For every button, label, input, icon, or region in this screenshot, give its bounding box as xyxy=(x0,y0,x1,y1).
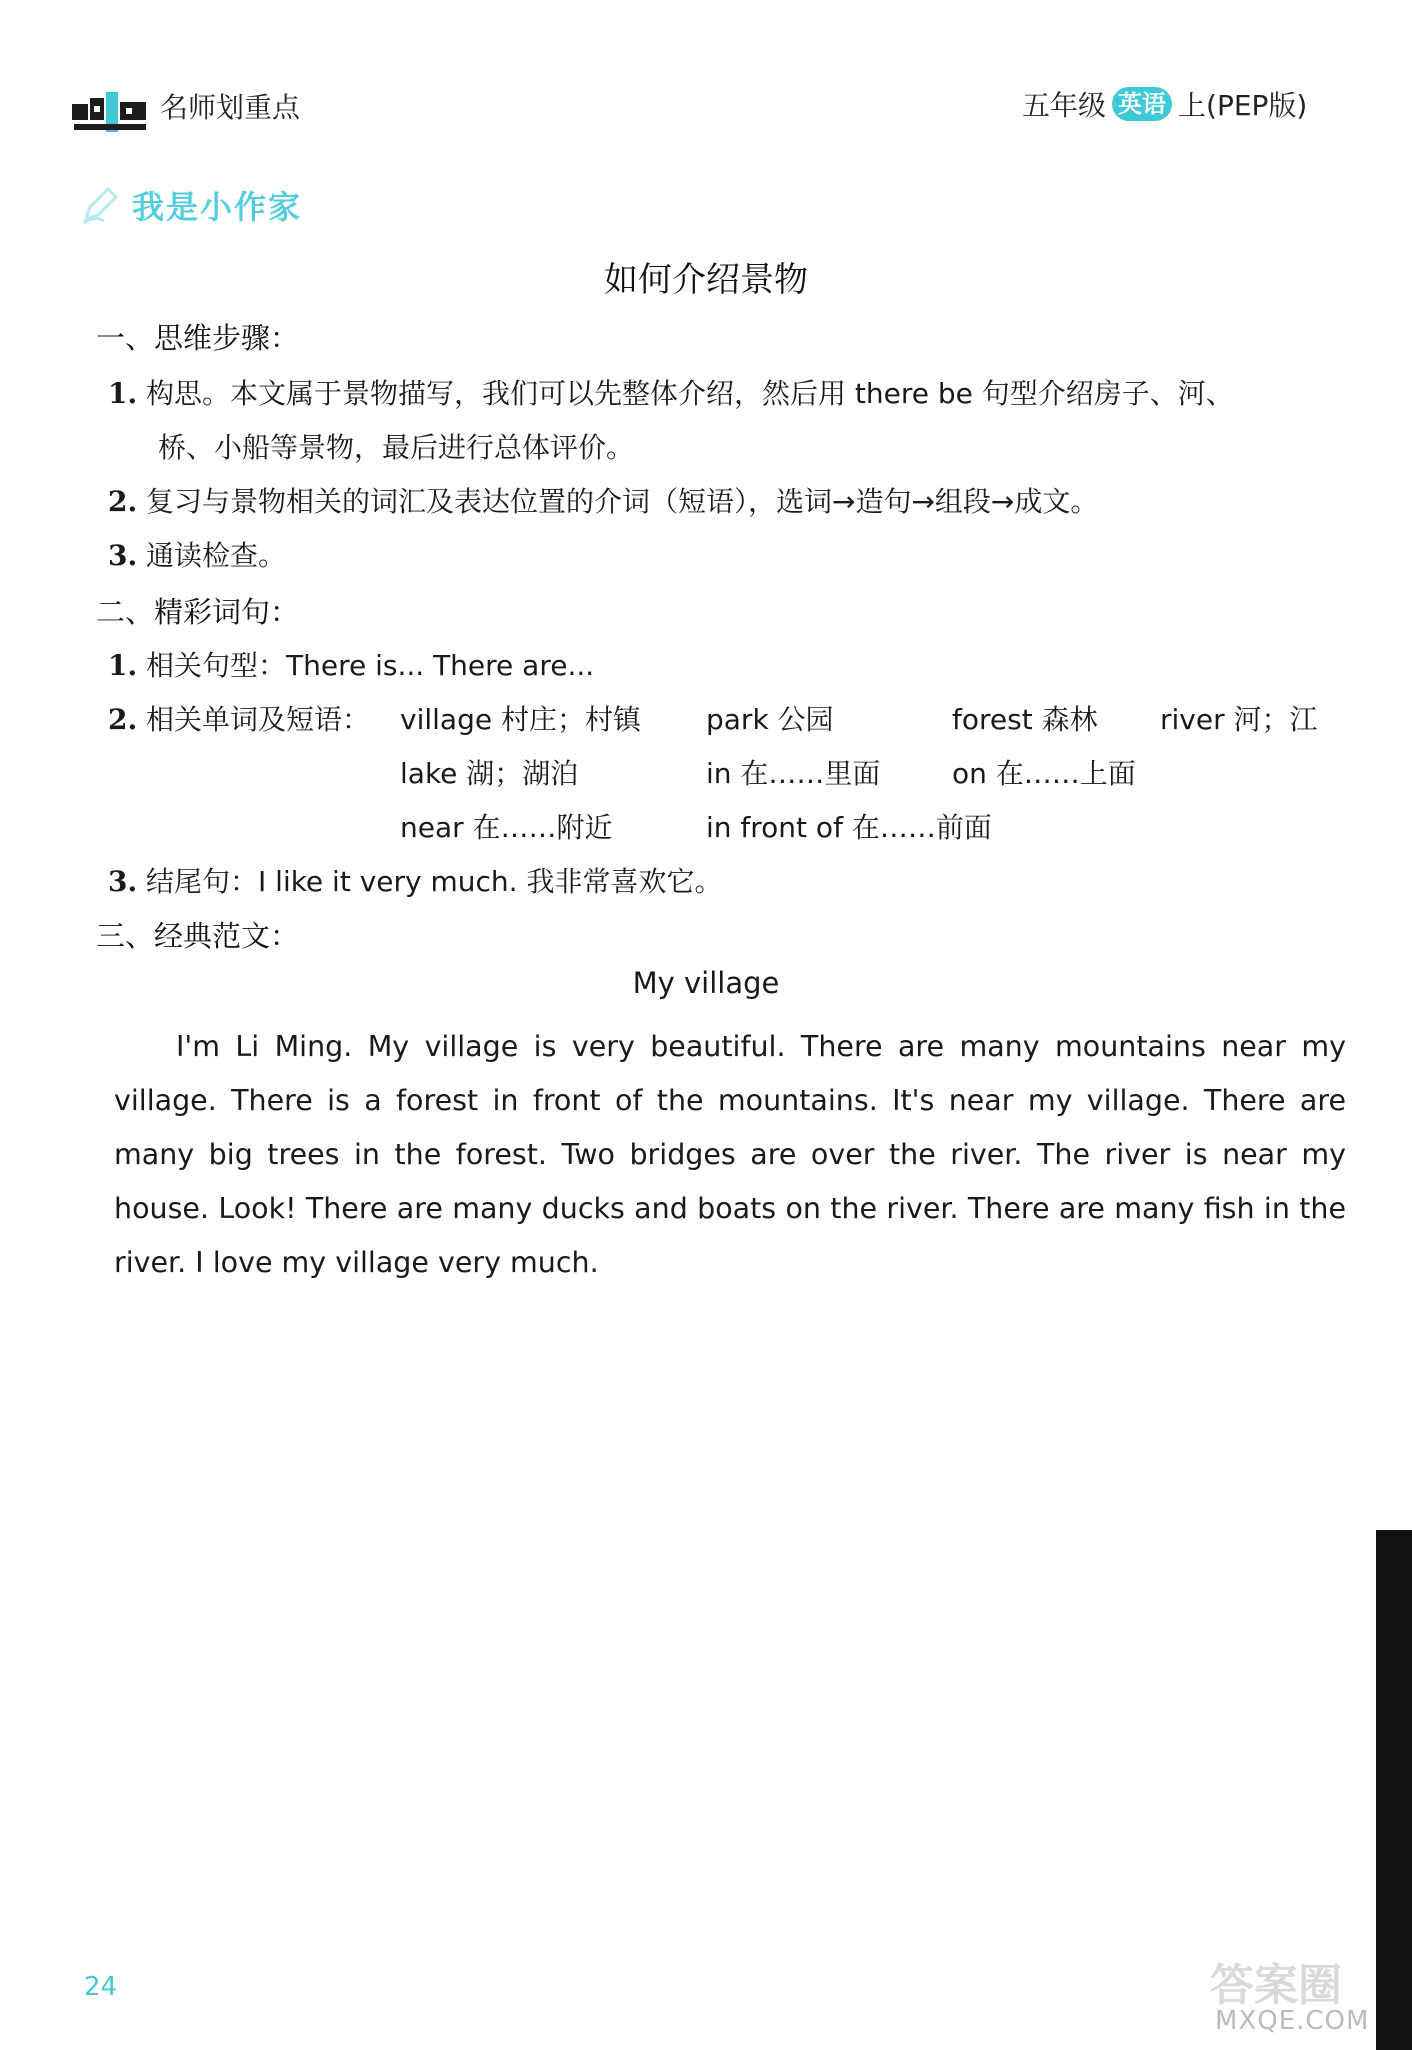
section-tag xyxy=(80,182,302,228)
item-text: 结尾句：I like it very much. 我非常喜欢它。 xyxy=(146,865,723,898)
watermark-site: MXQE.COM xyxy=(1215,2006,1370,2036)
step-text: 通读检查。 xyxy=(146,539,287,572)
item-number: 1. xyxy=(108,649,138,682)
vocab-item: lake 湖；湖泊 xyxy=(400,757,579,790)
vocab-item: park 公园 xyxy=(706,703,834,736)
brand-logo-icon xyxy=(70,88,150,134)
step-number: 1. xyxy=(108,377,138,410)
brand-text: 名师划重点 xyxy=(160,91,301,124)
closing-sentence xyxy=(108,860,722,900)
essay-paragraph: I'm Li Ming. My village is very beautiful. There are many mountains near my village. There is a forest in front of the mountains. It's near my village. There are many big trees in the forest. Two bridges are over the river. The river is near my house. Look! There are many ducks and boats on the river. There are many fish in the river. I love my village very much. xyxy=(114,1030,1346,1279)
part3-heading: 三、经典范文： xyxy=(96,919,300,953)
grade-suffix: 上(PEP版) xyxy=(1178,89,1308,122)
sentence-pattern xyxy=(108,644,594,684)
section-title: 我是小作家 xyxy=(132,188,303,226)
vocab-item: on 在……上面 xyxy=(952,757,1136,790)
item-number: 3. xyxy=(108,865,138,898)
pen-icon xyxy=(80,185,120,225)
page-number: 24 xyxy=(84,1972,118,2002)
item-text: 相关句型：There is... There are... xyxy=(146,649,595,682)
vocab-item: forest 森林 xyxy=(952,703,1098,736)
watermark-text: 答案圈 xyxy=(1210,1960,1342,2011)
essay-title: My village xyxy=(632,966,780,1000)
step-1 xyxy=(108,372,1234,412)
vocab-item: river 河；江 xyxy=(1160,703,1318,736)
vocab-label xyxy=(108,698,370,738)
step-text: 复习与景物相关的词汇及表达位置的介词（短语），选词→造句→组段→成文。 xyxy=(146,485,1099,518)
step-3 xyxy=(108,534,286,574)
page-title: 如何介绍景物 xyxy=(604,260,808,300)
vocab-item: in front of 在……前面 xyxy=(706,811,992,844)
step-number: 2. xyxy=(108,485,138,518)
step-text: 构思。本文属于景物描写，我们可以先整体介绍，然后用 there be 句型介绍房子、河、 xyxy=(146,377,1234,410)
subject-badge: 英语 xyxy=(1112,87,1172,121)
step-1-continued: 桥、小船等景物，最后进行总体评价。 xyxy=(158,431,635,464)
vocab-item: in 在……里面 xyxy=(706,757,881,790)
part2-heading: 二、精彩词句： xyxy=(96,595,300,629)
grade-label xyxy=(1022,84,1307,124)
essay-body xyxy=(114,1020,1346,1290)
item-number: 2. xyxy=(108,703,138,736)
vocab-item: village 村庄；村镇 xyxy=(400,703,641,736)
grade-prefix: 五年级 xyxy=(1022,89,1107,122)
part1-heading: 一、思维步骤： xyxy=(96,321,300,355)
vocab-item: near 在……附近 xyxy=(400,811,613,844)
step-number: 3. xyxy=(108,539,138,572)
item-text: 相关单词及短语： xyxy=(146,703,371,736)
step-2 xyxy=(108,480,1098,520)
